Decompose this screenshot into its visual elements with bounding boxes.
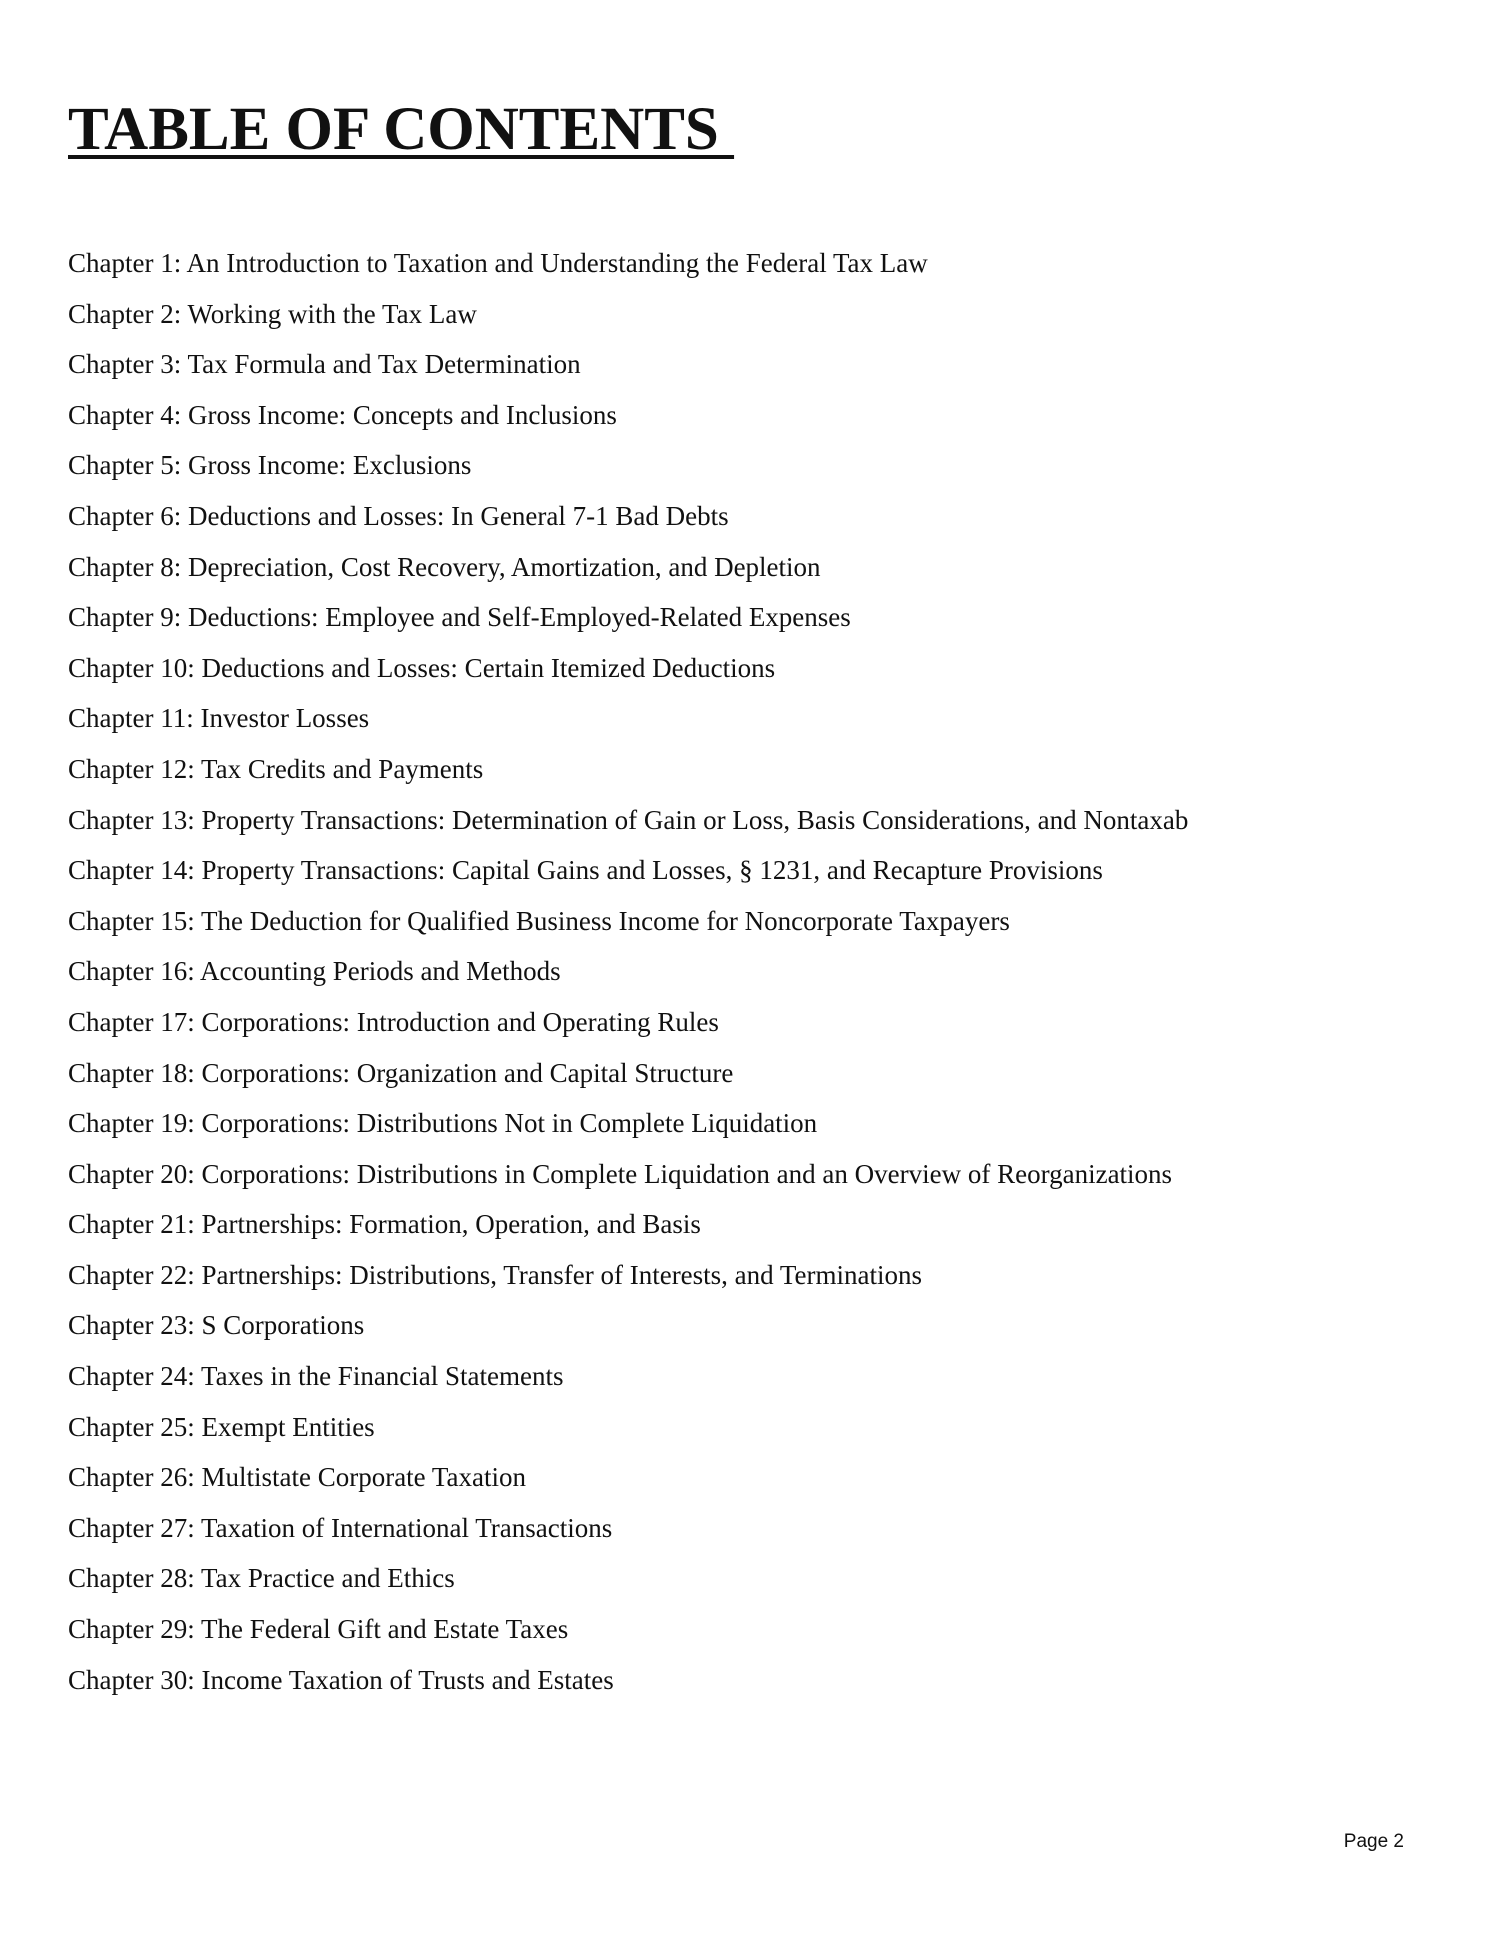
toc-entry-chapter-19: Chapter 19: Corporations: Distributions Not in Complete Liquidation <box>68 1108 818 1139</box>
toc-entry-chapter-9: Chapter 9: Deductions: Employee and Self-Employed-Related Expenses <box>68 602 851 633</box>
toc-entry-chapter-27: Chapter 27: Taxation of International Transactions <box>68 1512 613 1543</box>
toc-entry-chapter-21: Chapter 21: Partnerships: Formation, Operation, and Basis <box>68 1209 701 1240</box>
toc-entry-chapter-14: Chapter 14: Property Transactions: Capital Gains and Losses, § 1231, and Recapture Provisions <box>68 855 1103 886</box>
toc-entry-chapter-3: Chapter 3: Tax Formula and Tax Determination <box>68 349 581 380</box>
toc-entry-chapter-17: Chapter 17: Corporations: Introduction and Operating Rules <box>68 1006 719 1037</box>
toc-entry-chapter-23: Chapter 23: S Corporations <box>68 1310 365 1341</box>
toc-entry-chapter-12: Chapter 12: Tax Credits and Payments <box>68 753 484 784</box>
toc-entry-chapter-24: Chapter 24: Taxes in the Financial Statements <box>68 1361 564 1392</box>
toc-entry-chapter-11: Chapter 11: Investor Losses <box>68 703 370 734</box>
toc-entry-chapter-20: Chapter 20: Corporations: Distributions in Complete Liquidation and an Overview of Reorganizations <box>68 1158 1173 1189</box>
page-number: Page 2 <box>1343 1831 1404 1852</box>
toc-entry-chapter-16: Chapter 16: Accounting Periods and Methods <box>68 956 561 987</box>
toc-entry-chapter-13: Chapter 13: Property Transactions: Determination of Gain or Loss, Basis Considerations, and Nontaxab <box>68 804 1189 835</box>
table-of-contents-list <box>68 238 1468 1705</box>
toc-entry-chapter-18: Chapter 18: Corporations: Organization and Capital Structure <box>68 1057 734 1088</box>
toc-entry-chapter-2: Chapter 2: Working with the Tax Law <box>68 298 477 329</box>
toc-entry-chapter-6: Chapter 6: Deductions and Losses: In General 7-1 Bad Debts <box>68 500 729 531</box>
toc-entry-chapter-15: Chapter 15: The Deduction for Qualified Business Income for Noncorporate Taxpayers <box>68 905 1010 936</box>
toc-entry-chapter-4: Chapter 4: Gross Income: Concepts and Inclusions <box>68 399 617 430</box>
toc-entry-chapter-22: Chapter 22: Partnerships: Distributions, Transfer of Interests, and Terminations <box>68 1259 923 1290</box>
toc-entry-chapter-25: Chapter 25: Exempt Entities <box>68 1411 375 1442</box>
toc-entry-chapter-30: Chapter 30: Income Taxation of Trusts and Estates <box>68 1664 614 1695</box>
toc-entry-chapter-1: Chapter 1: An Introduction to Taxation and Understanding the Federal Tax Law <box>68 248 928 278</box>
page-title: TABLE OF CONTENTS <box>68 96 735 163</box>
toc-entry-chapter-8: Chapter 8: Depreciation, Cost Recovery, Amortization, and Depletion <box>68 551 821 582</box>
toc-entry-chapter-5: Chapter 5: Gross Income: Exclusions <box>68 450 472 481</box>
toc-entry-chapter-26: Chapter 26: Multistate Corporate Taxation <box>68 1462 527 1493</box>
toc-entry-chapter-29: Chapter 29: The Federal Gift and Estate Taxes <box>68 1614 569 1645</box>
toc-entry-chapter-28: Chapter 28: Tax Practice and Ethics <box>68 1563 455 1594</box>
toc-entry-chapter-10: Chapter 10: Deductions and Losses: Certain Itemized Deductions <box>68 652 776 683</box>
